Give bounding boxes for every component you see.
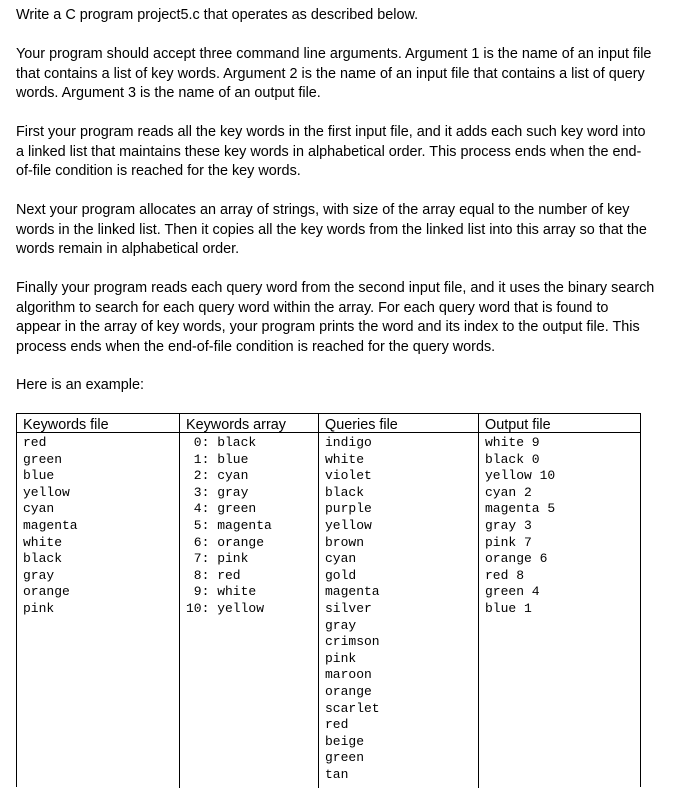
list-item: orange	[23, 584, 70, 600]
column-header: Output file	[479, 414, 641, 433]
list-item: indigo	[325, 435, 372, 450]
list-item: red	[23, 435, 47, 450]
list-item: pink 7	[485, 534, 532, 550]
list-item: maroon	[325, 667, 372, 683]
list-item: yellow	[325, 517, 372, 533]
list-item: pink	[23, 600, 55, 616]
list-item: crimson	[325, 634, 380, 650]
list-item: orange	[325, 683, 372, 699]
list-item: gold	[325, 567, 357, 583]
column-header: Keywords array	[180, 414, 319, 433]
list-item: white 9	[485, 435, 540, 450]
list-item: 5: magenta	[186, 517, 272, 533]
keywords-array-list	[180, 433, 319, 618]
list-item: red	[325, 717, 349, 733]
list-item: scarlet	[325, 700, 380, 716]
list-item: magenta	[23, 517, 78, 533]
list-item: 7: pink	[186, 551, 249, 567]
intro-text: Write a C program project5.c that operates as described below.	[16, 7, 419, 23]
column-output-file	[478, 414, 641, 788]
list-item: cyan	[325, 551, 357, 567]
column-header: Keywords file	[17, 414, 179, 433]
list-item: 6: orange	[186, 534, 265, 550]
list-item: cyan 2	[485, 484, 532, 500]
list-item: 9: white	[186, 584, 257, 600]
list-item: gray	[23, 567, 55, 583]
column-header: Queries file	[319, 414, 479, 433]
list-item: black	[23, 551, 63, 567]
list-item: yellow 10	[485, 468, 556, 484]
list-item: gray	[325, 617, 357, 633]
list-item: violet	[325, 468, 372, 484]
list-item: beige	[325, 733, 365, 749]
paragraph-arguments: Your program should accept three command line arguments. Argument 1 is the name of an input file that contains a list of key words. Argument 2 is the name of an input file that contains a list of query words. Argument 3 is the name of an output file.	[16, 46, 652, 101]
list-item: tan	[325, 766, 349, 782]
list-item: pink	[325, 650, 357, 666]
paragraph-array: Next your program allocates an array of strings, with size of the array equal to the number of key words in the linked list. Then it copies all the key words from the linked list into this array so that the words remain in alphabetical order.	[16, 202, 647, 257]
list-item: green	[325, 750, 365, 766]
list-item: 4: green	[186, 501, 257, 517]
list-item: black 0	[485, 451, 540, 467]
list-item: orange 6	[485, 551, 548, 567]
column-queries-file	[318, 414, 479, 788]
list-item: gray 3	[485, 517, 532, 533]
list-item: magenta 5	[485, 501, 556, 517]
list-item: blue	[23, 468, 55, 484]
list-item: 0: black	[186, 435, 257, 450]
list-item: red 8	[485, 567, 525, 583]
list-item: yellow	[23, 484, 70, 500]
list-item: 10: yellow	[186, 600, 265, 616]
list-item: silver	[325, 600, 372, 616]
list-item: white	[23, 534, 63, 550]
queries-file-list	[319, 433, 479, 783]
example-label: Here is an example:	[16, 377, 144, 393]
list-item: 8: red	[186, 567, 241, 583]
list-item: green	[23, 451, 63, 467]
paragraph-binary-search: Finally your program reads each query word from the second input file, and it uses the binary search algorithm to search for each query word within the array. For each query word that is found to appear in the array of key words, your program prints the word and its index to the output file. This process ends when the end-of-file condition is reached for the query words.	[16, 280, 655, 355]
example-table	[16, 413, 641, 787]
list-item: purple	[325, 501, 372, 517]
output-file-list	[479, 433, 641, 618]
list-item: green 4	[485, 584, 540, 600]
list-item: white	[325, 451, 365, 467]
list-item: black	[325, 484, 365, 500]
list-item: 3: gray	[186, 484, 249, 500]
column-keywords-array	[179, 414, 319, 788]
list-item: blue 1	[485, 600, 532, 616]
list-item: magenta	[325, 584, 380, 600]
keywords-file-list	[17, 433, 179, 618]
paragraph-linked-list: First your program reads all the key words in the first input file, and it adds each such key word into a linked list that maintains these key words in alphabetical order. This process ends when the end-of-file condition is reached for the key words.	[16, 124, 646, 179]
list-item: 2: cyan	[186, 468, 249, 484]
column-keywords-file	[17, 414, 179, 788]
list-item: cyan	[23, 501, 55, 517]
list-item: 1: blue	[186, 451, 249, 467]
list-item: brown	[325, 534, 365, 550]
